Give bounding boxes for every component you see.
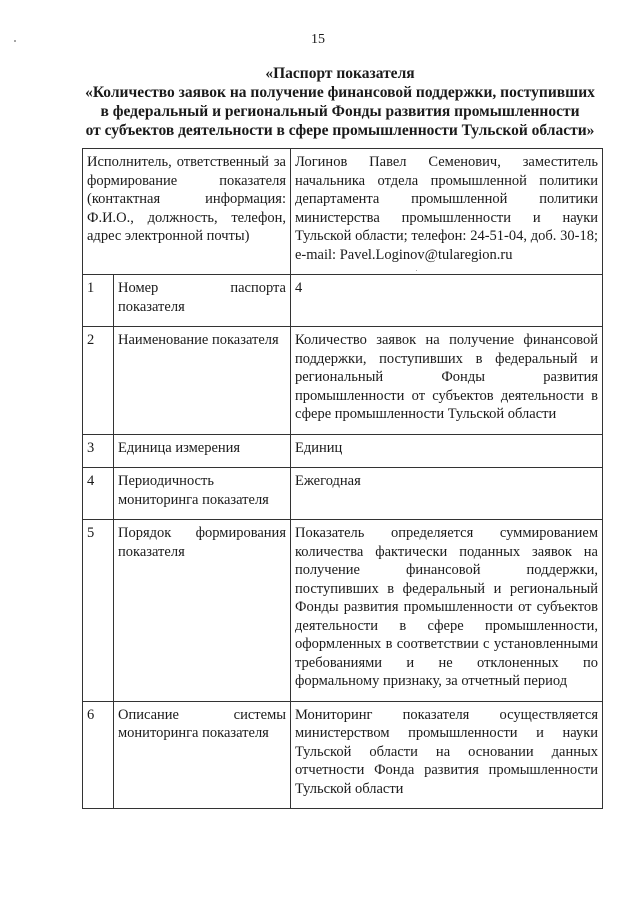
row-number: 3 (83, 434, 114, 468)
row-label: Номер паспорта показателя (114, 275, 291, 327)
table-row-executor (83, 149, 603, 275)
scan-speck (416, 270, 417, 271)
row-value: 4 (291, 275, 603, 327)
row-number: 5 (83, 520, 114, 702)
row-label: Порядок формирования показателя (114, 520, 291, 702)
row-value: Показатель определяется суммированием количества фактически поданных заявок на получение финансовой поддержки, поступивших в федеральный и региональный Фонды развития промышленности от субъектов деятельности в сфере промышленности, оформленных в соответствии с установленными требованиями и не отклоненных по формальному признаку, за отчетный период (291, 520, 603, 702)
title-line-3: в федеральный и региональный Фонды развития промышленности (100, 103, 580, 120)
executor-label: Исполнитель, ответственный за формирование показателя (контактная информация: Ф.И.О., должность, телефон, адрес электронной почты) (83, 149, 291, 275)
row-number: 1 (83, 275, 114, 327)
row-value: Ежегодная (291, 468, 603, 520)
row-label: Единица измерения (114, 434, 291, 468)
page-number: 15 (311, 32, 325, 47)
passport-table (82, 148, 603, 809)
executor-value: Логинов Павел Семенович, заместитель начальника отдела промышленной политики департамента промышленной политики министерства промышленности и науки Тульской области; телефон: 24-51-04, доб. 30-18; e-mail: Pavel.Loginov@tularegion.ru (291, 149, 603, 275)
row-value: Единиц (291, 434, 603, 468)
row-label: Периодичность мониторинга показателя (114, 468, 291, 520)
table-row (83, 701, 603, 809)
row-number: 4 (83, 468, 114, 520)
row-number: 6 (83, 701, 114, 809)
table-row (83, 520, 603, 702)
row-value: Мониторинг показателя осуществляется министерством промышленности и науки Тульской области на основании данных отчетности Фонда развития промышленности Тульской области (291, 701, 603, 809)
table-row (83, 468, 603, 520)
row-value: Количество заявок на получение финансовой поддержки, поступивших в федеральный и региональный Фонды развития промышленности от субъектов деятельности в сфере промышленности Тульской области (291, 327, 603, 435)
table-row (83, 275, 603, 327)
row-label: Описание системы мониторинга показателя (114, 701, 291, 809)
title-line-1: «Паспорт показателя (265, 65, 415, 82)
table-row (83, 434, 603, 468)
row-label: Наименование показателя (114, 327, 291, 435)
row-number: 2 (83, 327, 114, 435)
title-line-2: «Количество заявок на получение финансовой поддержки, поступивших (85, 84, 595, 101)
scan-speck (14, 40, 16, 42)
title-line-4: от субъектов деятельности в сфере промышленности Тульской области» (85, 122, 595, 139)
table-row (83, 327, 603, 435)
document-title (70, 64, 610, 140)
